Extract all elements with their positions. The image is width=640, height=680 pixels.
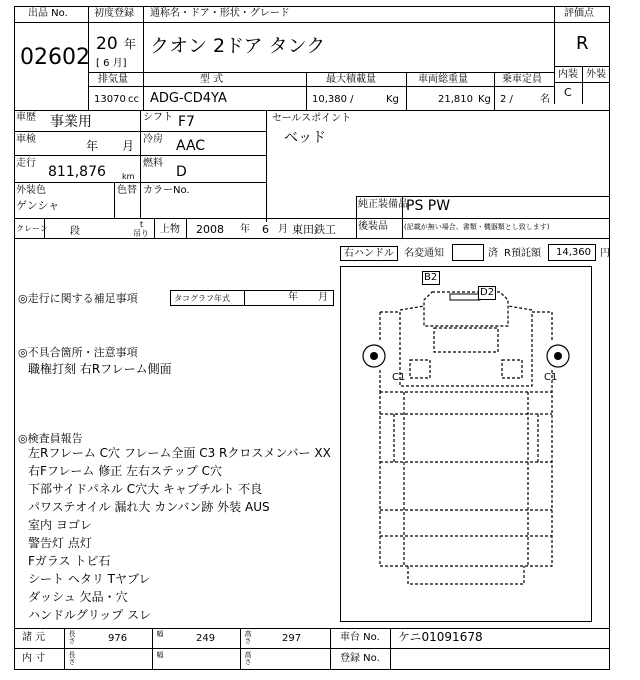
inspection-month-unit: 月 (122, 139, 135, 153)
divider (143, 72, 144, 110)
shift-value: F7 (178, 114, 195, 130)
fuel-value: D (176, 164, 187, 180)
driving-notes-title: ◎走行に関する補足事項 (18, 292, 138, 305)
body-label: 上物 (160, 224, 180, 235)
capacity-unit: 名 (540, 94, 550, 105)
tax-amount: 14,360 (556, 247, 591, 258)
inspection-year-unit: 年 (86, 139, 99, 153)
retrofit-label: 後装品 (358, 221, 388, 232)
body-month-unit: 月 (278, 224, 288, 235)
tacho-label: タコグラフ年式 (174, 294, 230, 303)
first-reg-month: [ 6 月] (96, 58, 127, 69)
inspector-line: シート ヘタリ Tヤブレ (28, 572, 151, 586)
registration-label: 登録 No. (340, 653, 380, 664)
divider (152, 628, 153, 670)
capacity-label: 乗車定員 (502, 74, 542, 85)
inner-width-label: 幅 (156, 651, 164, 658)
width-value: 249 (196, 633, 216, 644)
max-load-unit: Kg (386, 94, 399, 105)
inspection-label: 車検 (16, 134, 36, 145)
displacement-unit: cc (128, 94, 139, 105)
divider (88, 22, 554, 23)
interior-grade: C (564, 86, 572, 99)
first-reg-year: 20 (96, 34, 118, 54)
divider (390, 628, 391, 670)
divider (14, 238, 610, 239)
inner-dimensions-label: 内 寸 (22, 653, 46, 664)
divider (554, 6, 555, 104)
crane-stage-unit: 段 (70, 226, 80, 237)
damage-mark-label: D2 (480, 287, 495, 298)
defects-text: 職権打刻 右Rフレーム側面 (28, 362, 172, 376)
equipment-value: PS PW (406, 198, 451, 214)
tax-prefix: 済 (488, 248, 498, 259)
crane-label: クレーン (16, 224, 48, 233)
tacho-year-unit: 年 (288, 292, 298, 303)
divider (330, 628, 331, 670)
divider (494, 72, 495, 110)
shift-label: シフト (143, 112, 173, 123)
divider (14, 131, 266, 132)
divider (406, 72, 407, 110)
inspector-line: ハンドルグリップ スレ (28, 608, 152, 622)
chassis-no: ケニ01091678 (398, 630, 483, 644)
lot-number: 02602 (20, 45, 90, 70)
history-label: 車歴 (16, 112, 36, 123)
inspector-line: 警告灯 点灯 (28, 536, 92, 550)
grade-label: 評価点 (564, 8, 594, 19)
divider (14, 648, 610, 649)
inspector-line: ダッシュ 欠品・穴 (28, 590, 128, 604)
meter-change-label: 名変通知 (404, 248, 444, 259)
first-reg-label: 初度登録 (94, 8, 134, 19)
gross-weight-unit: Kg (478, 94, 491, 105)
divider (14, 110, 610, 111)
tax-label: R預託額 (504, 248, 541, 259)
divider (244, 290, 245, 306)
ac-label: 冷房 (143, 134, 163, 145)
inspector-line: 下部サイドパネル C穴大 キャブチルト 不良 (28, 482, 263, 496)
inspector-line: パワステオイル 漏れ大 カンバン跡 外装 AUS (28, 500, 270, 514)
chassis-label: 車台 No. (340, 632, 380, 643)
gross-weight-label: 車両総重量 (418, 74, 468, 85)
inner-length-label: 長さ (68, 651, 76, 665)
max-load-label: 最大積載量 (326, 74, 376, 85)
fuel-label: 燃料 (143, 158, 163, 169)
height-label: 高さ (244, 630, 252, 644)
lot-label: 出品 No. (28, 8, 68, 19)
divider (266, 110, 267, 222)
divider (140, 110, 141, 182)
sales-point-value: ベッド (284, 130, 326, 146)
max-load-value: 10,380 / (312, 94, 354, 105)
height-value: 297 (282, 633, 302, 644)
divider (356, 218, 357, 238)
divider (114, 182, 115, 218)
exterior-label: 外装 (586, 69, 606, 80)
divider (88, 72, 554, 73)
inspector-line: Fガラス トビ石 (28, 554, 111, 568)
divider (143, 6, 144, 72)
mileage-label: 走行 (16, 158, 36, 169)
tax-unit: 円 (600, 248, 610, 259)
color-change-label: 色替 (117, 185, 137, 196)
overall-grade: R (576, 33, 589, 54)
vehicle-name: クオン 2ドア タンク (150, 35, 326, 57)
interior-label: 内装 (558, 69, 578, 80)
model-label: 型 式 (200, 74, 224, 85)
divider (306, 72, 307, 110)
inspector-line: 室内 ヨゴレ (28, 518, 92, 532)
divider (88, 86, 554, 87)
body-maker: 東田鉄工 (292, 223, 336, 236)
dimensions-label: 諸 元 (22, 632, 46, 643)
divider (140, 182, 141, 218)
mileage-value: 811,876 (48, 164, 106, 180)
divider (402, 218, 403, 238)
divider (240, 628, 241, 670)
defects-title: ◎不具合箇所・注意事項 (18, 346, 138, 359)
meter-change-box (452, 244, 484, 261)
damage-mark-label: C1 (392, 372, 406, 383)
divider (14, 628, 610, 629)
name-label: 通称名・ドア・形状・グレード (150, 8, 290, 19)
sales-point-label: セールスポイント (272, 113, 352, 124)
year-unit: 年 (124, 37, 137, 51)
body-year-unit: 年 (240, 224, 250, 235)
crane-lift-unit: 吊り (133, 229, 149, 238)
ext-color-value: ゲンシャ (16, 199, 60, 212)
damage-mark-label: C1 (544, 372, 558, 383)
length-value: 976 (108, 633, 128, 644)
ext-color-label: 外装色 (16, 185, 46, 196)
divider (582, 66, 583, 104)
equipment-label: 純正装備品 (358, 199, 408, 210)
width-label: 幅 (156, 630, 164, 637)
crane-ton-unit: t (140, 220, 144, 229)
divider (554, 82, 610, 83)
length-label: 長さ (68, 630, 76, 644)
divider (14, 155, 266, 156)
inspector-line: 左Rフレーム C穴 フレーム全面 C3 Rクロスメンバー XX (28, 446, 331, 460)
tacho-month-unit: 月 (318, 292, 328, 303)
truck-diagram (340, 266, 592, 622)
divider (64, 628, 65, 670)
ac-value: AAC (176, 138, 206, 154)
gross-weight-value: 21,810 (438, 94, 473, 105)
inner-height-label: 高さ (244, 651, 252, 665)
displacement-value: 13070 (94, 94, 126, 105)
divider (186, 218, 187, 238)
divider (554, 22, 610, 23)
mileage-unit: km (122, 172, 135, 181)
inspector-line: 右Fフレーム 修正 左右ステップ C穴 (28, 464, 223, 478)
divider (14, 218, 610, 219)
damage-mark-label: B2 (424, 272, 438, 283)
history-value: 事業用 (50, 114, 92, 130)
displacement-label: 排気量 (98, 74, 128, 85)
color-no-label: カラーNo. (143, 185, 190, 196)
divider (356, 196, 610, 197)
divider (356, 196, 357, 218)
retrofit-note: (記載が無い場合、書類・機器類とし致します) (404, 223, 550, 231)
divider (14, 22, 88, 23)
body-month: 6 (262, 223, 269, 236)
divider (154, 218, 155, 238)
model-value: ADG-CD4YA (150, 91, 227, 106)
body-year: 2008 (196, 223, 224, 236)
steering-value: 右ハンドル (344, 248, 394, 259)
capacity-value: 2 / (500, 94, 513, 105)
inspector-title: ◎検査員報告 (18, 432, 83, 445)
